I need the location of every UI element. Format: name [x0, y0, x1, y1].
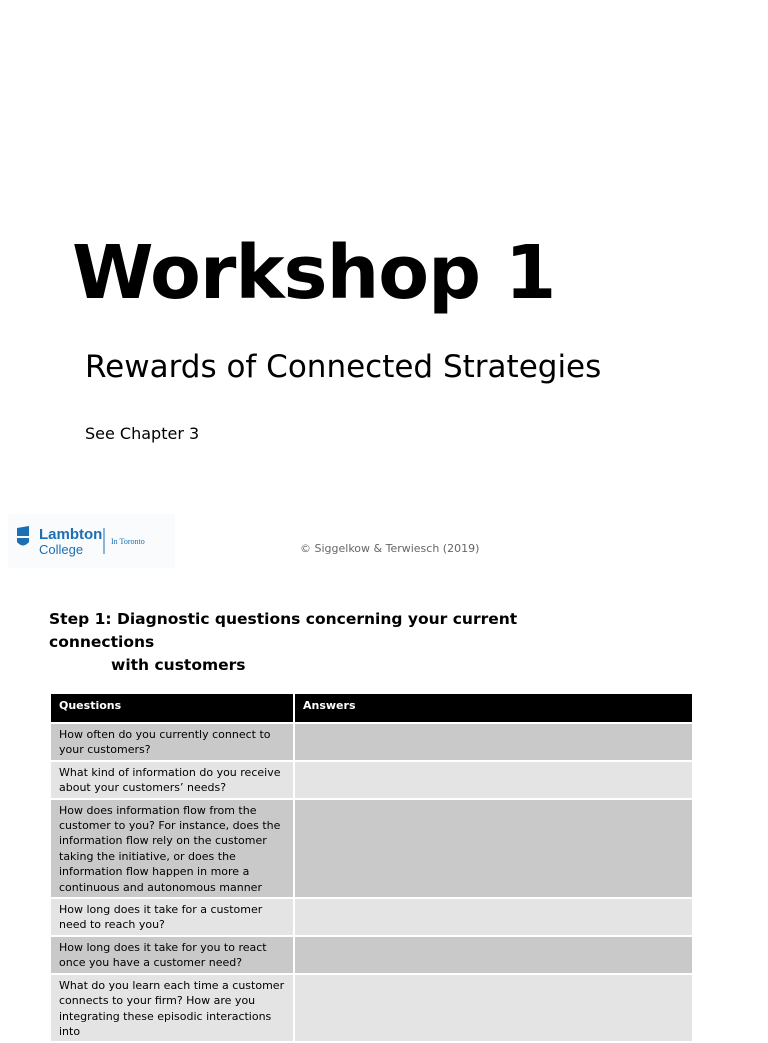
question-cell: How does information flow from the customer to you? For instance, does the information flow rely on the customer taking the initiative, or does the information flow happen in more a continuous and autonomous manner — [50, 799, 294, 898]
answer-cell[interactable] — [294, 974, 693, 1043]
table-row — [50, 898, 693, 936]
answers-header: Answers — [294, 693, 693, 723]
question-cell: How often do you currently connect to your customers? — [50, 723, 294, 761]
table-header-row — [50, 693, 693, 723]
answer-cell[interactable] — [294, 761, 693, 799]
copyright-notice: © Siggelkow & Terwiesch (2019) — [300, 542, 480, 555]
table-row — [50, 799, 693, 898]
question-cell: What do you learn each time a customer connects to your firm? How are you integrating these episodic interactions into — [50, 974, 294, 1043]
answer-cell[interactable] — [294, 936, 693, 974]
logo-name: Lambton — [39, 526, 103, 543]
table-row — [50, 936, 693, 974]
step-heading — [49, 608, 609, 677]
chapter-reference: See Chapter 3 — [85, 424, 200, 443]
step-heading-line2: with customers — [111, 656, 246, 674]
question-cell: How long does it take for a customer need to reach you? — [50, 898, 294, 936]
questions-table — [49, 692, 694, 1043]
lambton-college-logo — [8, 514, 175, 568]
question-cell: What kind of information do you receive about your customers’ needs? — [50, 761, 294, 799]
answer-cell[interactable] — [294, 799, 693, 898]
table-row — [50, 974, 693, 1043]
answer-cell[interactable] — [294, 723, 693, 761]
questions-header: Questions — [50, 693, 294, 723]
question-cell: How long does it take for you to react once you have a customer need? — [50, 936, 294, 974]
shield-icon — [17, 526, 29, 546]
logo-sub: College — [39, 542, 84, 557]
answer-cell[interactable] — [294, 898, 693, 936]
step-heading-line1: Step 1: Diagnostic questions concerning your current connections — [49, 610, 518, 651]
table-row — [50, 761, 693, 799]
logo-tag: In Toronto — [111, 537, 145, 546]
table-row — [50, 723, 693, 761]
slide-title: Workshop 1 — [72, 230, 556, 316]
slide-subtitle: Rewards of Connected Strategies — [85, 349, 602, 385]
